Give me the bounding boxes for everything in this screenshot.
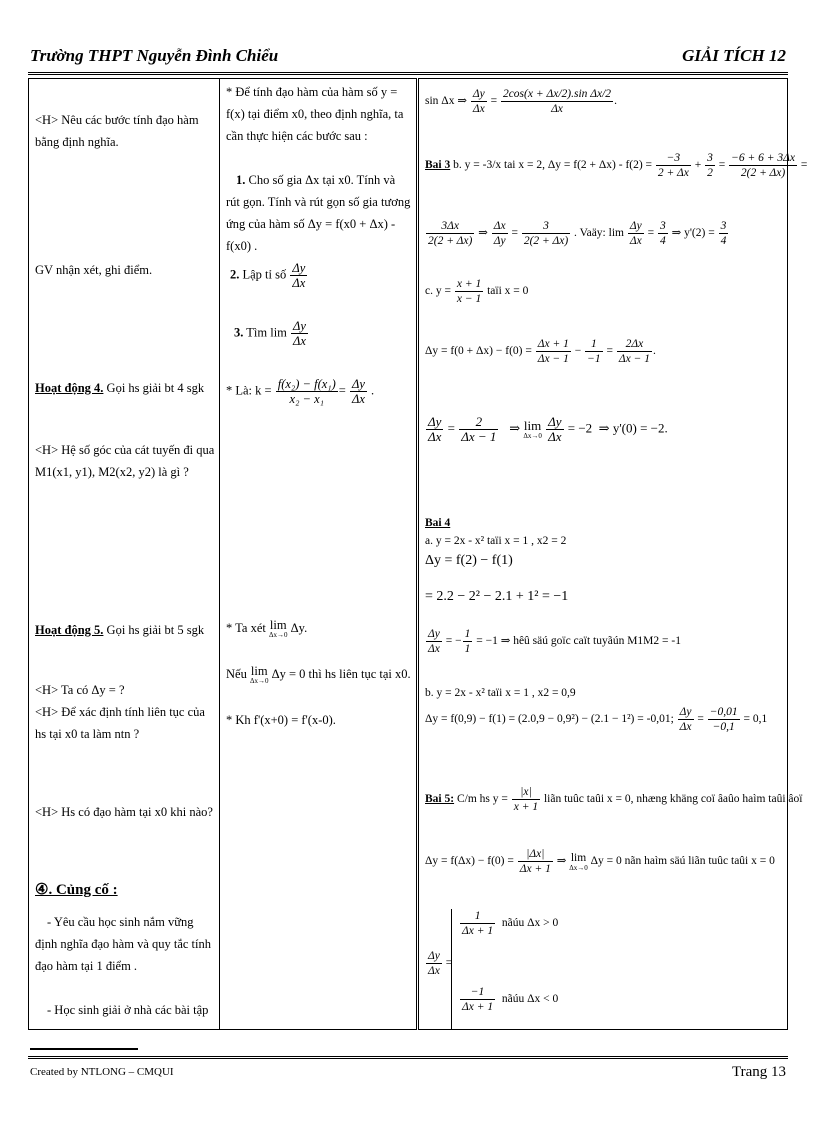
- activity-4: Hoạt động 4. Gọi hs giải bt 4 sgk: [35, 381, 205, 395]
- question-derivative: <H> Hs có đạo hàm tại x0 khi nào?: [35, 805, 213, 819]
- case-negative: $\frac{-1}{\Delta x + 1}$ nãúu Δx < 0: [462, 986, 559, 1013]
- gv-note: GV nhận xét, ghi điểm.: [35, 263, 153, 277]
- slope-formula: * Là: k = $\frac{\text{f(x₂) − f(x₁)}}{\text{x₂ − x₁}}$ = $\frac{\Delta y}{\Delta x}$ .: [226, 377, 375, 406]
- case-positive: $\frac{1}{\Delta x + 1}$ nãúu Δx > 0: [462, 910, 559, 937]
- bai4-label: Bai 4: [425, 517, 451, 529]
- activity-5: Hoạt động 5. Gọi hs giải bt 5 sgk: [35, 623, 205, 637]
- footer-rule: [28, 1056, 788, 1059]
- steps-intro: * Để tính đạo hàm của hàm số y = f(x) tại điểm x0, theo định nghĩa, ta cần thực hiện các bước sau :: [226, 85, 404, 143]
- header-rule: [28, 72, 788, 75]
- bai4-a2: = 2.2 − 2² − 2.1 + 1² = −1: [425, 589, 569, 604]
- bai4-a1: Δy = f(2) − f(1): [425, 553, 513, 568]
- solution-column: [418, 79, 808, 1030]
- student-column: [220, 79, 418, 1030]
- question-secant: <H> Hệ số góc của cát tuyến đi qua M1(x1, y1), M2(x2, y2) là gì ?: [35, 443, 215, 479]
- continuity-condition: Nếu lim Δx→0 Δy = 0 thì hs liên tục tại x0.: [226, 664, 411, 686]
- step-1: 1. Cho số gia Δx tại x0. Tính và rút gọn. Tính và rút gọn số gia tương ứng của hàm số Δy = f(x0 + Δx) - f(x0) .: [226, 173, 411, 253]
- continuity-check: * Ta xét lim Δx→0 Δy.: [226, 618, 308, 640]
- header-subject: GIẢI TÍCH 12: [682, 46, 786, 65]
- step-3: 3. Tìm lim $\frac{\Delta y}{\Delta x}$: [234, 319, 306, 348]
- question-steps: <H> Nêu các bước tính đạo hàm bằng định nghĩa.: [35, 113, 199, 149]
- part-c-result: $\frac{\Delta y}{\Delta x}$ = $\frac{2}{\Delta x - 1}$ ⇒ lim Δx→0 $\frac{\Delta y}{\Delta x}$ = −2 ⇒ y'(0) = −2.: [428, 414, 668, 444]
- consolidation-title: ④. Củng cố :: [35, 882, 118, 898]
- bai4-b: b. y = 2x - x² taïi x = 1 , x2 = 0,9: [425, 687, 576, 699]
- bai5-dy: Δy = f(Δx) − f(0) = $\frac{|\Delta x|}{\Delta x + 1}$ ⇒ lim Δx→0 Δy = 0 nãn haìm säú liãn tuûc taûi x = 0: [425, 848, 775, 875]
- question-dy: <H> Ta có Δy = ?: [35, 683, 125, 697]
- lesson-table: [28, 78, 808, 1030]
- consolidation-2: - Học sinh giải ở nhà các bài tập: [47, 1003, 209, 1017]
- footer-created-by: Created by NTLONG – CMQUI: [30, 1066, 174, 1078]
- question-continuity: <H> Để xác định tính liên tục của hs tại x0 ta làm ntn ?: [35, 705, 205, 741]
- derivative-condition: * Kh f'(x+0) = f'(x-0).: [226, 713, 336, 727]
- footer-short-rule: [30, 1048, 138, 1050]
- bai4-b1: Δy = f(0,9) − f(1) = (2.0,9 − 0,9²) − (2.1 − 1²) = -0,01; $\frac{\Delta y}{\Delta x}$ = $\frac{-0,01}{-0,1}$ = 0,1: [425, 706, 768, 733]
- consolidation-1: - Yêu cầu học sinh nắm vững định nghĩa đạo hàm và quy tắc tính đạo hàm tại 1 điểm .: [35, 915, 212, 973]
- bai5-line: Bai 5: C/m hs y = $\frac{|x|}{x + 1}$ liãn tuûc taûi x = 0, nhæng khäng coï âaûo haìm taûi âoï: [425, 786, 803, 813]
- bai4-a: a. y = 2x - x² taïi x = 1 , x2 = 2: [425, 535, 567, 547]
- header-school: Trường THPT Nguyễn Đình Chiểu: [30, 46, 279, 65]
- part-c: c. y = $\frac{x + 1}{x - 1}$ taïi x = 0: [425, 278, 529, 305]
- bai5-ratio: $\frac{\Delta y}{\Delta x}$ =: [428, 950, 453, 977]
- sin-line: sin Δx ⇒ $\frac{\Delta y}{\Delta x}$ = $\frac{\text{2cos(x + Δx/2).sin Δx/2}}{\Delta x}$ .: [425, 88, 617, 115]
- bai4-a3: $\frac{\Delta y}{\Delta x}$ = − $\frac{1}{1}$ = −1 ⇒ hêû säú goïc caït tuyãún M1M2 = -1: [428, 628, 681, 655]
- footer-page-number: Trang 13: [731, 1064, 786, 1080]
- part-c-dy: Δy = f(0 + Δx) − f(0) = $\frac{\Delta x + 1}{\Delta x - 1}$ − $\frac{1}{-1}$ = $\frac{2\Delta x}{\Delta x - 1}$ .: [425, 338, 656, 365]
- bai3-line: Bai 3 b. y = -3/x tai x = 2, Δy = f(2 + Δx) - f(2) = $\frac{-3}{2 + \Delta x}$ + $\frac{3}{2}$ = $\frac{-6 + 6 + 3\Delta x}{2(2 + \Delta x)}$ =: [425, 152, 808, 179]
- bai3-limit: $\frac{3\Delta x}{2(2 + \Delta x)}$ ⇒ $\frac{\Delta x}{\Delta y}$ = $\frac{3}{2(2 + \Delta x)}$ . Vaäy: lim $\frac{\Delta y}{\Delta x}$ = $\frac{3}{4}$ ⇒ y'(2) = $\frac{3}{4}$: [428, 220, 727, 247]
- step-2: 2. Lập tỉ số $\frac{\Delta y}{\Delta x}$: [230, 261, 306, 290]
- teacher-column: [29, 79, 220, 1030]
